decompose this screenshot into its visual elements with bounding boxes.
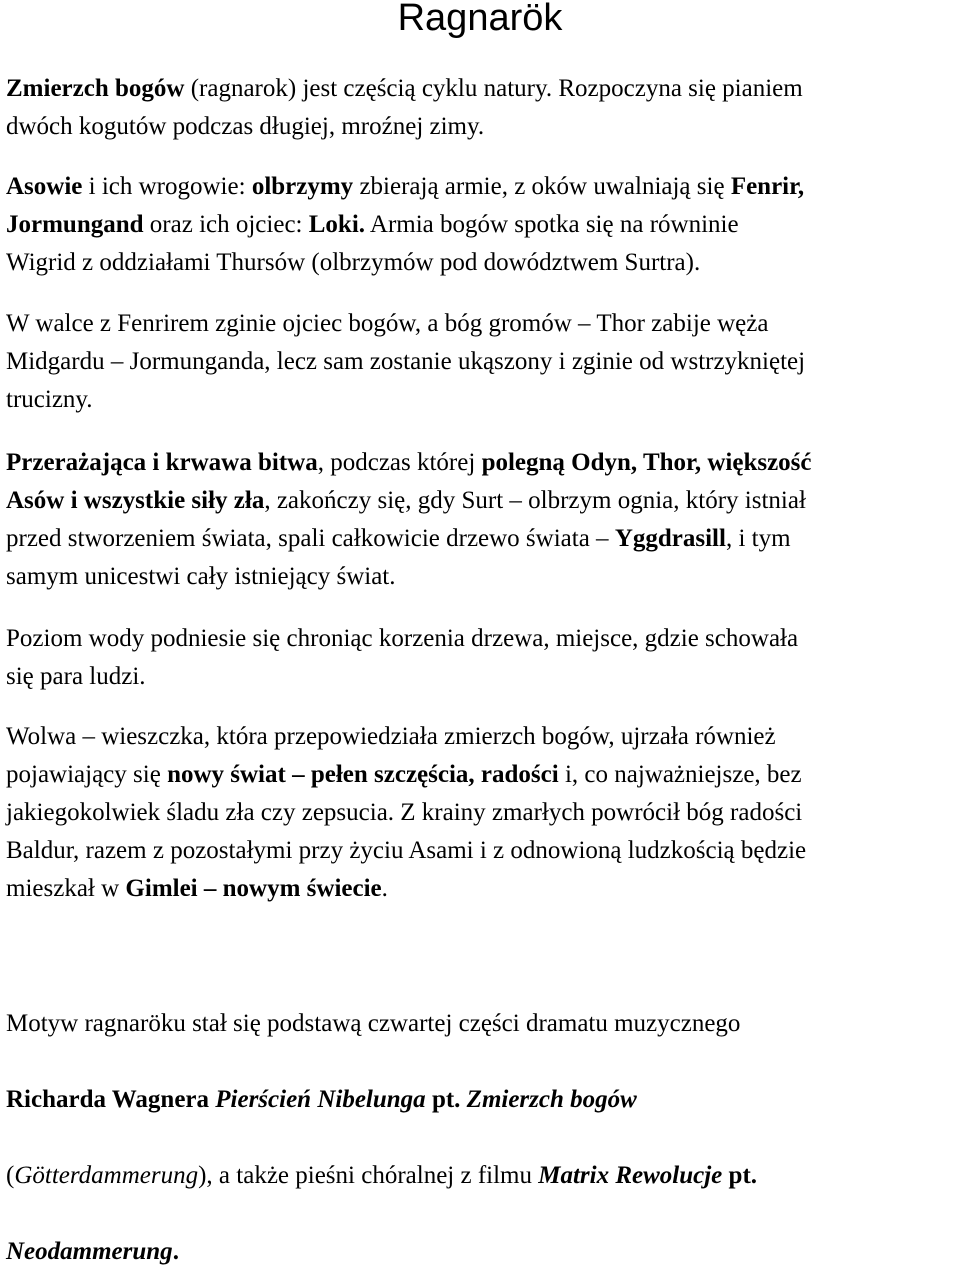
text-line bbox=[6, 794, 806, 832]
text-segment: Götterdammerung bbox=[14, 1162, 199, 1189]
paragraph-7 bbox=[6, 1005, 757, 1271]
text-line bbox=[6, 520, 812, 558]
text-segment: polegną Odyn, Thor, większość bbox=[481, 449, 812, 476]
text-line bbox=[6, 206, 804, 244]
text-line bbox=[6, 1119, 757, 1157]
text-segment: Jormungand bbox=[6, 211, 144, 238]
text-segment: oraz ich ojciec: bbox=[143, 211, 309, 238]
text-segment: Pierścień Nibelunga bbox=[215, 1086, 426, 1113]
text-segment: Przerażająca i krwawa bitwa bbox=[6, 449, 318, 476]
text-segment: się para ludzi. bbox=[6, 663, 146, 690]
text-line bbox=[6, 244, 804, 282]
text-segment: Loki. bbox=[308, 211, 366, 238]
text-segment: dwóch kogutów podczas długiej, mroźnej zimy. bbox=[6, 113, 485, 140]
text-segment: Neodammerung bbox=[6, 1238, 173, 1265]
text-segment: Yggdrasill bbox=[614, 525, 726, 552]
text-segment: (ragnarok) jest częścią cyklu natury. Rozpoczyna się pianiem bbox=[184, 75, 803, 102]
text-line bbox=[6, 1157, 757, 1195]
text-segment: Armia bogów spotka się na równinie bbox=[365, 211, 739, 238]
paragraph-6 bbox=[6, 718, 806, 908]
text-segment: , podczas której bbox=[317, 449, 482, 476]
text-segment: Richarda Wagnera bbox=[6, 1086, 216, 1113]
paragraph-3 bbox=[6, 305, 805, 419]
text-segment: Zmierzch bogów bbox=[466, 1086, 637, 1113]
text-line bbox=[6, 1043, 757, 1081]
paragraph-1 bbox=[6, 70, 803, 146]
text-segment: pt. bbox=[425, 1086, 467, 1113]
text-segment: Zmierzch bogów bbox=[6, 75, 185, 102]
document-page bbox=[6, 0, 954, 1265]
text-line bbox=[6, 1233, 757, 1271]
text-segment: mieszkał w bbox=[6, 875, 126, 902]
text-segment: Wolwa – wieszczka, która przepowiedziała zmierzch bogów, ujrzała również bbox=[6, 723, 776, 750]
text-segment: , zakończy się, gdy Surt – olbrzym ognia, który istniał bbox=[264, 487, 806, 514]
text-segment: Midgardu – Jormunganda, lecz sam zostanie ukąszony i zginie od wstrzykniętej bbox=[6, 348, 806, 375]
text-line bbox=[6, 305, 805, 343]
text-segment: samym unicestwi cały istniejący świat. bbox=[6, 563, 396, 590]
text-segment: Asów i wszystkie siły zła bbox=[6, 487, 265, 514]
text-segment: ( bbox=[6, 1162, 15, 1189]
text-segment: Wigrid z oddziałami Thursów (olbrzymów pod dowództwem Surtra). bbox=[6, 249, 701, 276]
text-segment: Motyw ragnaröku stał się podstawą czwartej części dramatu muzycznego bbox=[6, 1010, 741, 1037]
text-segment: Asowie bbox=[6, 173, 83, 200]
text-segment: . bbox=[381, 875, 388, 902]
text-segment: jakiegokolwiek śladu zła czy zepsucia. Z krainy zmarłych powrócił bóg radości bbox=[6, 799, 803, 826]
text-line bbox=[6, 381, 805, 419]
paragraph-2 bbox=[6, 168, 804, 282]
text-line bbox=[6, 756, 806, 794]
text-segment: Matrix Rewolucje bbox=[538, 1162, 723, 1189]
text-line bbox=[6, 558, 812, 596]
text-line bbox=[6, 1005, 757, 1043]
text-segment: . bbox=[172, 1238, 179, 1265]
text-line bbox=[6, 718, 806, 756]
text-segment: Baldur, razem z pozostałymi przy życiu Asami i z odnowioną ludzkością będzie bbox=[6, 837, 807, 864]
text-line bbox=[6, 832, 806, 870]
text-line bbox=[6, 108, 803, 146]
text-line bbox=[6, 620, 798, 658]
text-segment: pt. bbox=[722, 1162, 758, 1189]
text-segment: przed stworzeniem świata, spali całkowicie drzewo świata – bbox=[6, 525, 615, 552]
text-line bbox=[6, 343, 805, 381]
text-segment: i ich wrogowie: bbox=[82, 173, 252, 200]
text-line bbox=[6, 870, 806, 908]
text-line bbox=[6, 1195, 757, 1233]
text-line bbox=[6, 658, 798, 696]
text-line bbox=[6, 1081, 757, 1119]
text-segment: pojawiający się bbox=[6, 761, 168, 788]
text-segment: Fenrir, bbox=[730, 173, 805, 200]
text-line bbox=[6, 168, 804, 206]
text-segment: olbrzymy bbox=[251, 173, 354, 200]
text-segment: Poziom wody podniesie się chroniąc korzenia drzewa, miejsce, gdzie schowała bbox=[6, 625, 799, 652]
paragraph-4 bbox=[6, 444, 812, 596]
text-segment: , i tym bbox=[725, 525, 791, 552]
text-segment: zbierają armie, z oków uwalniają się bbox=[353, 173, 731, 200]
text-line bbox=[6, 482, 812, 520]
text-line bbox=[6, 70, 803, 108]
page-title: Ragnarök bbox=[397, 0, 563, 39]
text-segment: ), a także pieśni chóralnej z filmu bbox=[198, 1162, 539, 1189]
text-segment: trucizny. bbox=[6, 386, 93, 413]
text-segment: W walce z Fenrirem zginie ojciec bogów, a bóg gromów – Thor zabije węża bbox=[6, 310, 769, 337]
paragraph-5 bbox=[6, 620, 798, 696]
text-segment: Gimlei – nowym świecie bbox=[125, 875, 382, 902]
text-segment: i, co najważniejsze, bez bbox=[558, 761, 802, 788]
text-line bbox=[6, 444, 812, 482]
text-segment: nowy świat – pełen szczęścia, radości bbox=[167, 761, 559, 788]
